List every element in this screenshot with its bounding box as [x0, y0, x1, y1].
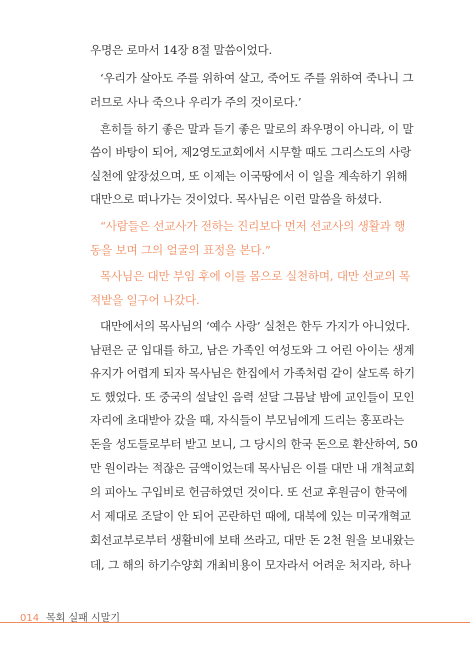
- text-line: 데, 그 해의 하기수양회 개최비용이 모자라서 어려운 처지라, 하나: [90, 558, 411, 572]
- text-line: 서 제대로 조달이 안 되어 곤란하던 때에, 대북에 있는 미국개혁교: [90, 509, 411, 523]
- running-head: 목회 실패 시말기: [46, 613, 120, 624]
- text-line: 회선교부로부터 생활비에 보태 쓰라고, 대만 돈 2천 원을 보내왔는: [90, 533, 415, 547]
- text-line: 자리에 초대받아 갔을 때, 자식들이 부모님에게 드리는 홍포라는: [90, 413, 404, 427]
- text-line: 남편은 군 입대를 하고, 남은 가족인 여성도와 그 어린 아이는 생계: [90, 343, 415, 357]
- text-line: 대만에서의 목사님의 ‘예수 사랑’ 실천은 한두 가지가 아니었다.: [100, 319, 410, 333]
- page-number: 014: [20, 613, 40, 624]
- text-line: 만 원이라는 적잖은 금액이었는데 목사님은 이를 대만 내 개척교회: [90, 461, 415, 475]
- text-line: 씀이 바탕이 되어, 제2영도교회에서 시무할 때도 그리스도의 사랑: [90, 145, 412, 159]
- quote-line: 적밭을 일구어 나갔다.: [90, 293, 200, 307]
- text-line: 우명은 로마서 14장 8절 말씀이었다.: [90, 43, 272, 57]
- text-line: 의 피아노 구입비로 헌금하였던 것이다. 또 선교 후원금이 한국에: [90, 485, 408, 499]
- text-line: ‘우리가 살아도 주를 위하여 살고, 죽어도 주를 위하여 죽나니 그: [100, 71, 414, 85]
- text-line: 도 했었다. 또 중국의 설날인 음력 섣달 그믐날 밤에 교인들이 모인: [90, 390, 415, 404]
- text-line: 돈을 성도들로부터 받고 보니, 그 당시의 한국 돈으로 환산하여, 50: [90, 437, 418, 451]
- quote-line: “사람들은 선교사가 전하는 진리보다 먼저 선교사의 생활과 행: [100, 219, 406, 233]
- text-line: 러므로 사나 죽으나 우리가 주의 것이로다.’: [90, 95, 302, 109]
- quote-line: 목사님은 대만 부임 후에 이를 몸으로 실천하며, 대만 선교의 목: [100, 269, 410, 283]
- text-line: 대만으로 떠나가는 것이었다. 목사님은 이런 말씀을 하셨다.: [90, 192, 382, 206]
- quote-line: 동을 보며 그의 얼굴의 표정을 본다.”: [90, 243, 271, 257]
- text-line: 실천에 앞장섰으며, 또 이제는 이국땅에서 이 일을 계속하기 위해: [90, 169, 408, 183]
- text-line: 흔히들 하기 좋은 말과 듣기 좋은 말로의 좌우명이 아니라, 이 말: [100, 122, 414, 136]
- text-line: 유지가 어렵게 되자 목사님은 한집에서 가족처럼 같이 살도록 하기: [90, 366, 415, 380]
